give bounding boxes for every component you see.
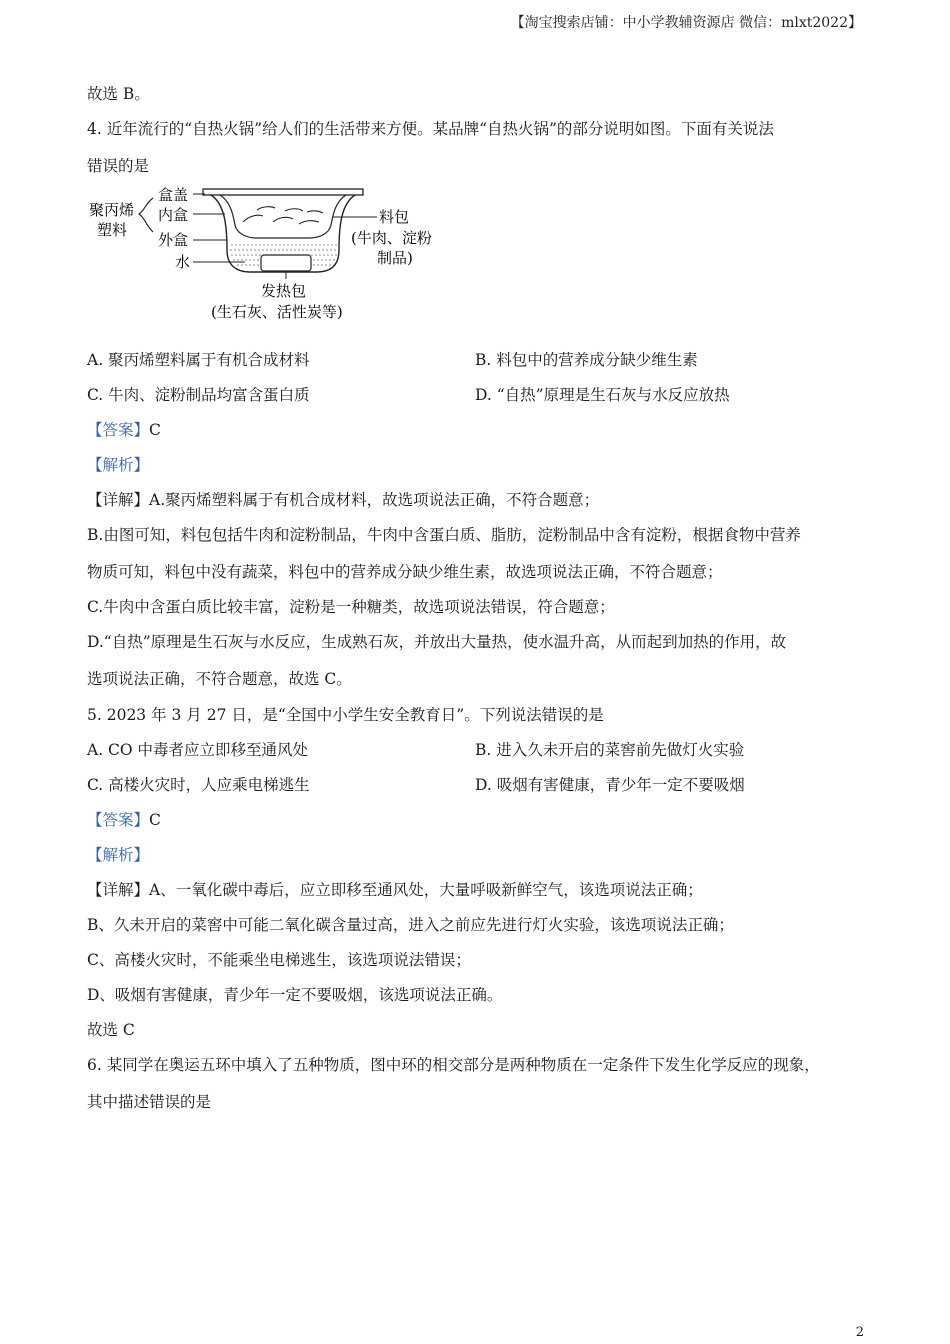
q5-detail-4: D、吸烟有害健康，青少年一定不要吸烟，该选项说法正确。 — [87, 986, 503, 1004]
q4-answer — [87, 418, 161, 440]
q4-detail-3: 物质可知，料包中没有蔬菜，料包中的营养成分缺少维生素，故选项说法正确，不符合题意； — [87, 563, 723, 581]
label-material-1: 聚丙烯 — [89, 201, 135, 219]
inner-box-shape — [220, 195, 346, 238]
answer-value: C — [149, 811, 161, 829]
answer-value: C — [149, 421, 161, 439]
q5-option-d: D. 吸烟有害健康，青少年一定不要吸烟 — [475, 776, 745, 794]
text-line: 故选 B。 — [87, 85, 150, 103]
label-inner: 内盒 — [158, 206, 189, 224]
q5-detail-2: B、久未开启的菜窖中可能二氧化碳含量过高，进入之前应先进行灯火实验，该选项说法正确； — [87, 916, 734, 934]
q4-option-b: B. 料包中的营养成分缺少维生素 — [475, 351, 698, 369]
page-header: 【淘宝搜索店铺：中小学教辅资源店 微信：mlxt2022】 — [510, 15, 862, 31]
q4-detail-2: B.由图可知，料包包括牛肉和淀粉制品，牛肉中含蛋白质、脂肪，淀粉制品中含有淀粉，根据食物中营养 — [87, 526, 801, 544]
q5-detail-1 — [87, 878, 703, 900]
detail-tag: 【详解】 — [87, 881, 150, 899]
q5-option-b: B. 进入久未开启的菜窖前先做灯火实验 — [475, 741, 745, 759]
label-pack-detail-2: 制品) — [377, 249, 413, 267]
q4-detail-1 — [87, 488, 599, 510]
label-heater: 发热包 — [261, 282, 307, 300]
label-pack: 料包 — [379, 208, 410, 226]
food-pack-shape — [243, 207, 323, 224]
label-water: 水 — [175, 253, 191, 271]
answer-tag: 【答案】 — [87, 421, 150, 439]
label-pack-detail-1: (牛肉、淀粉 — [351, 229, 432, 247]
q4-detail-5: D.“自热”原理是生石灰与水反应，生成熟石灰，并放出大量热，使水温升高，从而起到加热的作用，故 — [87, 633, 787, 651]
q4-analysis-tag: 【解析】 — [87, 456, 150, 474]
label-outer: 外盒 — [158, 231, 189, 249]
q5-conclusion: 故选 C — [87, 1021, 135, 1039]
question-4-stem: 4. 近年流行的“自热火锅”给人们的生活带来方便。某品牌“自热火锅”的部分说明如图。下面有关说法 — [87, 120, 774, 138]
question-4-stem-cont: 错误的是 — [87, 157, 150, 175]
detail-tag: 【详解】 — [87, 491, 150, 509]
q4-option-a: A. 聚丙烯塑料属于有机合成材料 — [87, 351, 310, 369]
q4-option-c: C. 牛肉、淀粉制品均富含蛋白质 — [87, 386, 310, 404]
page-number: 2 — [855, 1325, 864, 1340]
q5-option-a: A. CO 中毒者应立即移至通风处 — [87, 741, 309, 759]
detail-text: A、一氧化碳中毒后，应立即移至通风处，大量呼吸新鲜空气，该选项说法正确； — [149, 881, 703, 899]
question-6-stem: 6. 某同学在奥运五环中填入了五种物质，图中环的相交部分是两种物质在一定条件下发生化学反应的现象， — [87, 1056, 820, 1074]
detail-text: A.聚丙烯塑料属于有机合成材料，故选项说法正确，不符合题意； — [149, 491, 600, 509]
hotpot-diagram — [85, 182, 450, 327]
label-material-2: 塑料 — [97, 221, 128, 239]
q4-option-d: D. “自热”原理是生石灰与水反应放热 — [475, 386, 730, 404]
q5-answer — [87, 808, 161, 830]
q4-detail-4: C.牛肉中含蛋白质比较丰富，淀粉是一种糖类，故选项说法错误，符合题意； — [87, 598, 615, 616]
q5-detail-3: C、高楼火灾时，不能乘坐电梯逃生，该选项说法错误； — [87, 951, 471, 969]
brace-shape — [139, 198, 153, 232]
label-lid: 盒盖 — [158, 186, 189, 204]
heat-pack-shape — [261, 255, 311, 271]
label-heater-detail: (生石灰、活性炭等) — [211, 303, 343, 321]
q4-detail-6: 选项说法正确，不符合题意，故选 C。 — [87, 670, 352, 688]
question-6-stem-cont: 其中描述错误的是 — [87, 1093, 212, 1111]
q5-analysis-tag: 【解析】 — [87, 846, 150, 864]
answer-tag: 【答案】 — [87, 811, 150, 829]
lid-shape — [203, 189, 363, 195]
question-5-stem: 5. 2023 年 3 月 27 日，是“全国中小学生安全教育日”。下列说法错误的是 — [87, 706, 604, 724]
q5-option-c: C. 高楼火灾时，人应乘电梯逃生 — [87, 776, 310, 794]
